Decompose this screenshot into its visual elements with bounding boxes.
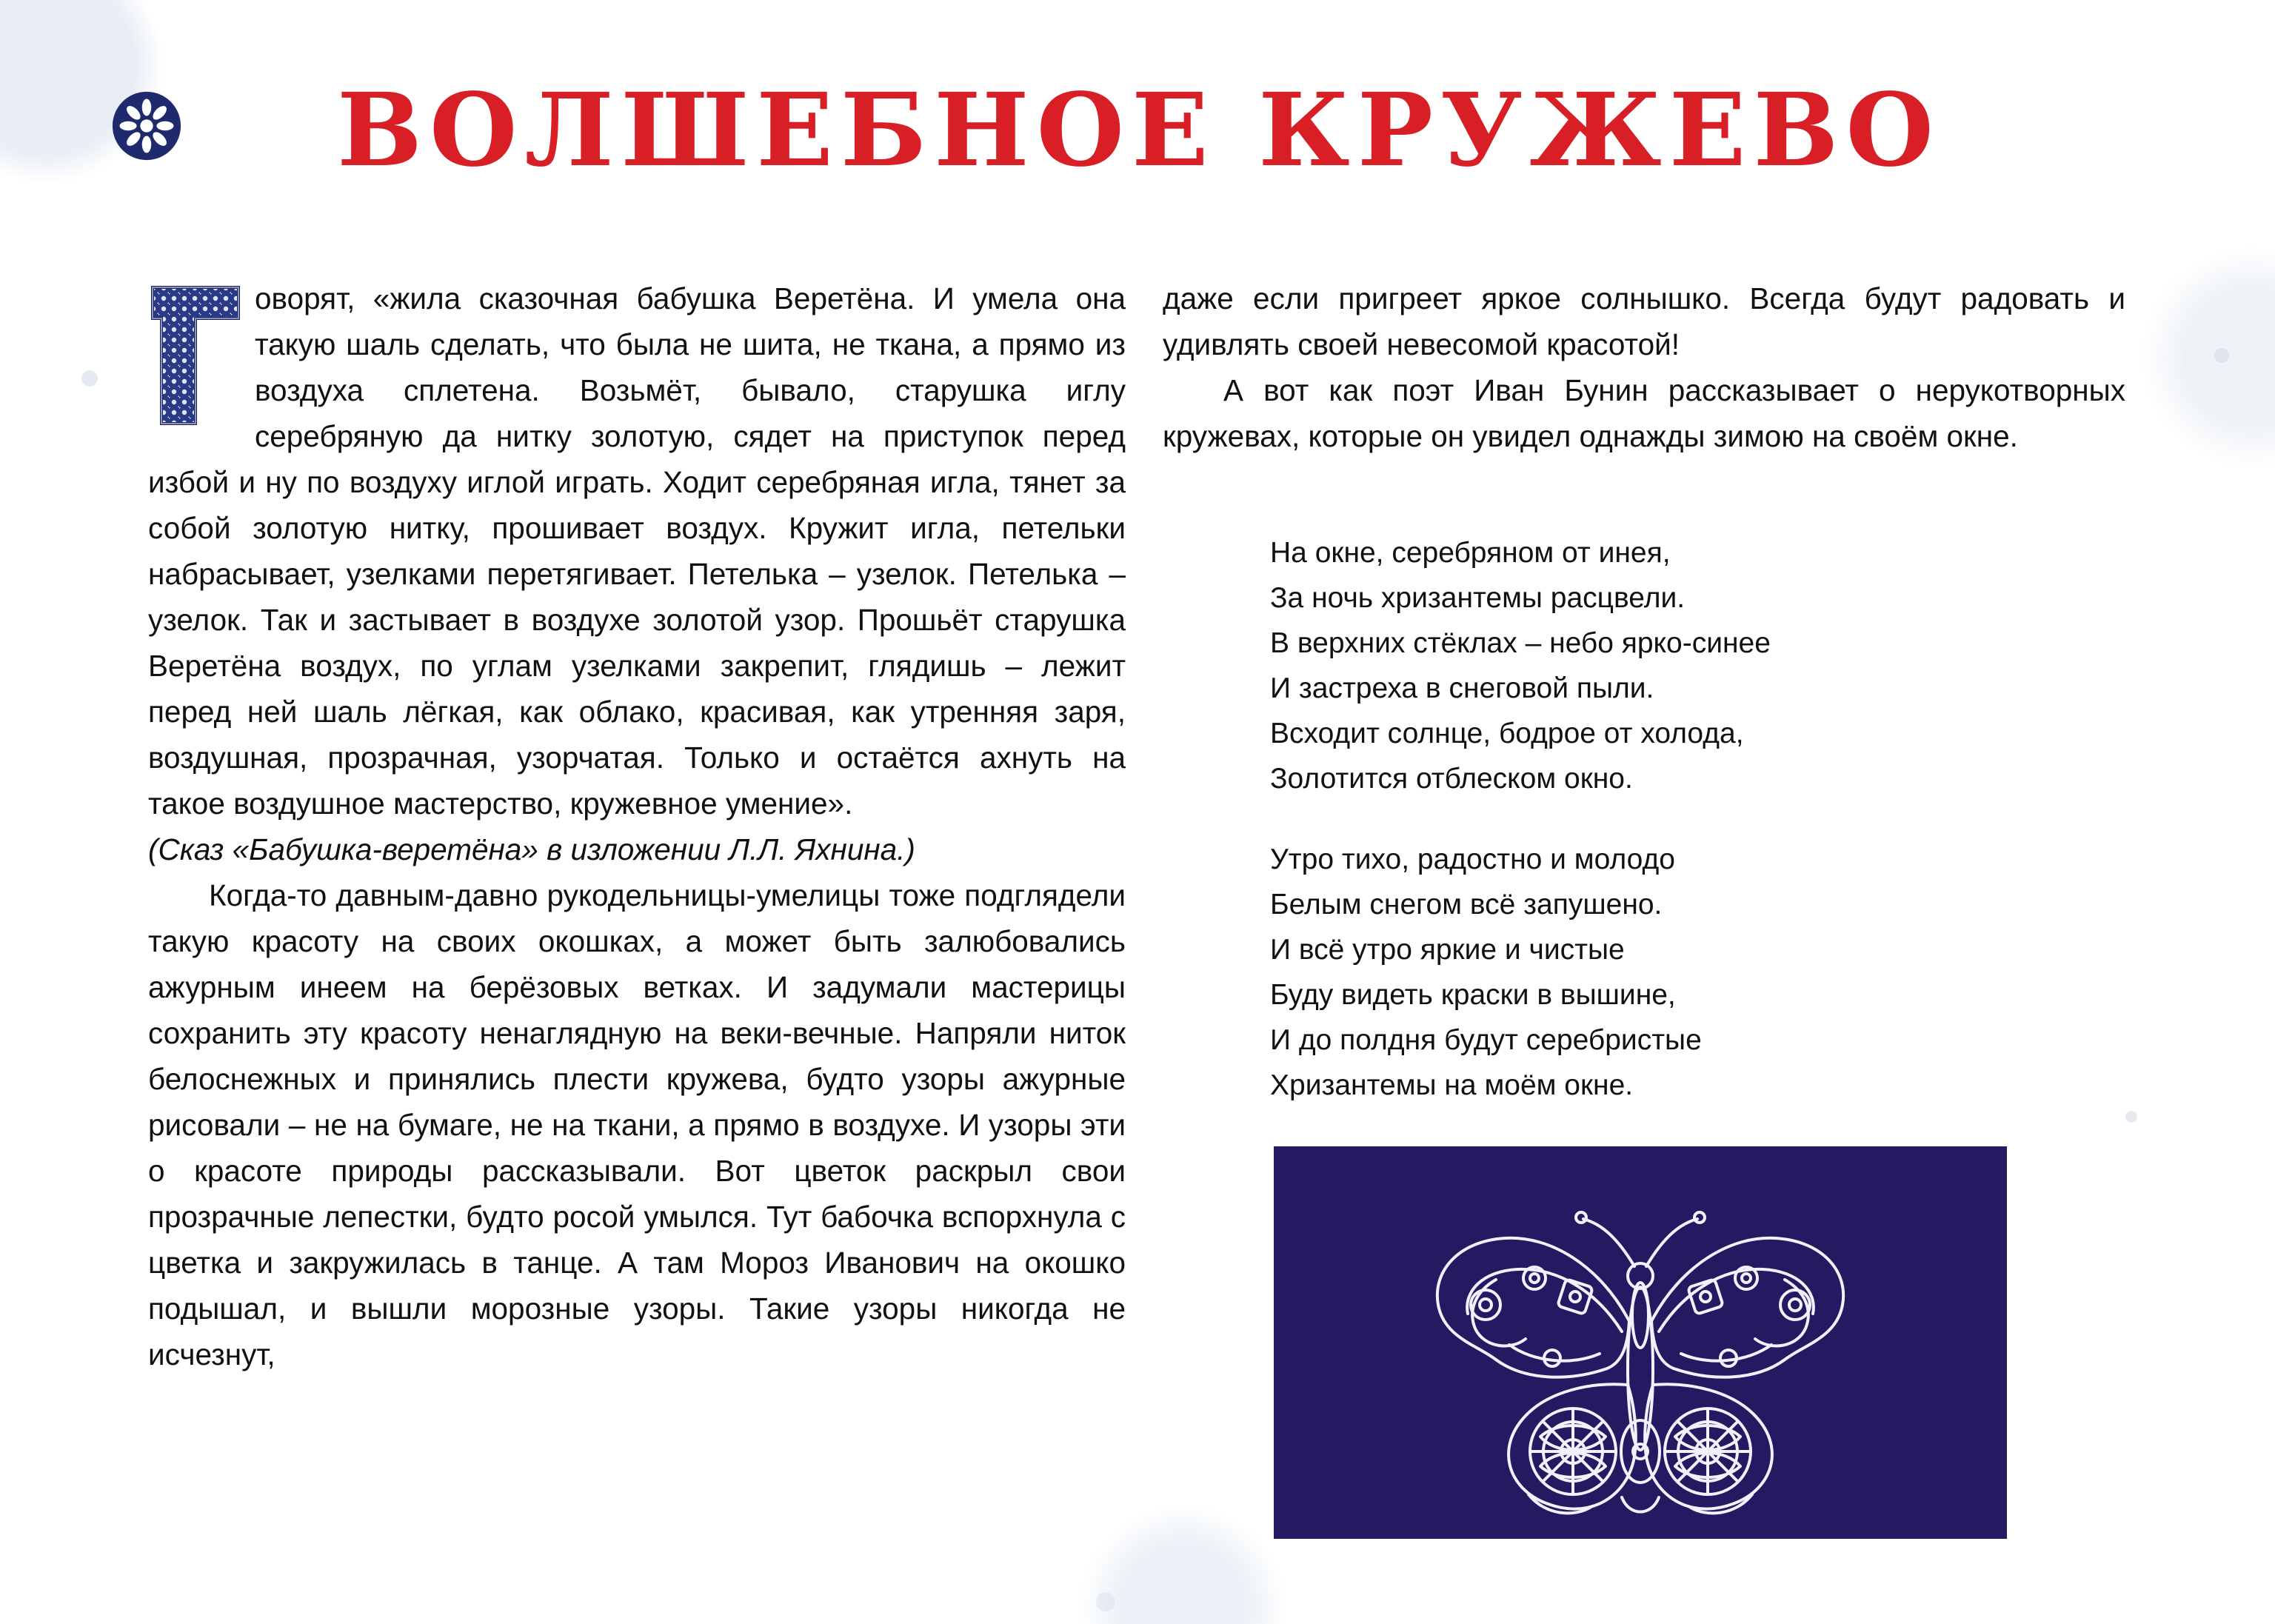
poem-stanza <box>1270 837 2129 1108</box>
paragraph: даже если пригреет яркое солнышко. Всегда будут радовать и удивлять своей невесомой красотой! <box>1163 281 2125 361</box>
paragraph: Когда-то давным-давно рукодельницы-умелицы тоже подглядели такую красоту на своих окошках, а может быть залюбовались ажурным инеем на берёзовых ветках. И задумали мастерицы сохранить эту красоту ненаглядную на веки-вечные. Напряли ниток белоснежных и принялись плести кружева, будто узоры ажурные рисовали – не на бумаге, не на ткани, а прямо в воздухе. И узоры эти о красоте природы рассказывали. Вот цветок раскрыл свои прозрачные лепестки, будто росой умылся. Тут бабочка вспорхнула с цветка и закружилась в танце. А там Мороз Иванович на окошко подышал, и вышли морозные узоры. Такие узоры никогда не исчезнут, <box>148 878 1126 1371</box>
poem-line: За ночь хризантемы расцвели. <box>1270 582 1686 614</box>
scan-speck <box>2214 348 2229 363</box>
scan-speck <box>81 370 98 387</box>
paragraph: оворят, «жила сказочная бабушка Веретёна. И умела она такую шаль сделать, что была не шита, не ткана, а прямо из воздуха сплетена. Возьмёт, бывало, старушка иглу серебряную да нитку золотую, сядет на приступок перед избой и ну по воздуху иглой играть. Ходит серебряная игла, тянет за собой золотую нитку, прошивает воздух. Кружит игла, петельки набрасывает, узелками перетягивает. Петелька – узелок. Петелька – узелок. Так и застывает в воздухе золотой узор. Прошьёт старушка Веретёна воздух, по углам узелками закрепит, глядишь – лежит перед ней шаль лёгкая, как облако, красивая, как утренняя заря, воздушная, прозрачная, узорчатая. Только и остаётся ахнуть на такое воздушное мастерство, кружевное умение». <box>148 281 1126 821</box>
poem-line: На окне, серебряном от инея, <box>1270 537 1671 569</box>
poem-stanza <box>1270 530 2129 801</box>
article-column-right <box>1163 275 2125 459</box>
page-title <box>0 71 2275 190</box>
poem-line: Всходит солнце, бодрое от холода, <box>1270 718 1744 749</box>
poem-line: Золотится отблеском окно. <box>1270 763 1633 795</box>
poem-line: Утро тихо, радостно и молодо <box>1270 843 1675 875</box>
poem-line: Белым снегом всё запушено. <box>1270 889 1663 920</box>
poem-line: В верхних стёклах – небо ярко-синее <box>1270 627 1771 659</box>
page-title-text: ВОЛШЕБНОЕ КРУЖЕВО <box>337 71 1941 190</box>
rosette-icon <box>111 90 182 161</box>
poem-line: Буду видеть краски в вышине, <box>1270 979 1676 1011</box>
source-note: (Сказ «Бабушка-веретёна» в изложении Л.Л. Яхнина.) <box>148 832 915 866</box>
poem-block <box>1270 530 2129 1143</box>
article-column-left <box>148 275 1126 1377</box>
poem-line: И застреха в снеговой пыли. <box>1270 672 1654 704</box>
paragraph: А вот как поэт Иван Бунин рассказывает о нерукотворных кружевах, которые он увидел однажды зимою на своём окне. <box>1163 373 2125 453</box>
lace-butterfly-photo <box>1274 1146 2007 1539</box>
poem-line: И всё утро яркие и чистые <box>1270 934 1625 966</box>
scan-speck <box>1096 1592 1115 1611</box>
poem-line: Хризантемы на моём окне. <box>1270 1069 1634 1101</box>
poem-line: И до полдня будут серебристые <box>1270 1024 1702 1056</box>
drop-cap-letter <box>148 283 243 428</box>
